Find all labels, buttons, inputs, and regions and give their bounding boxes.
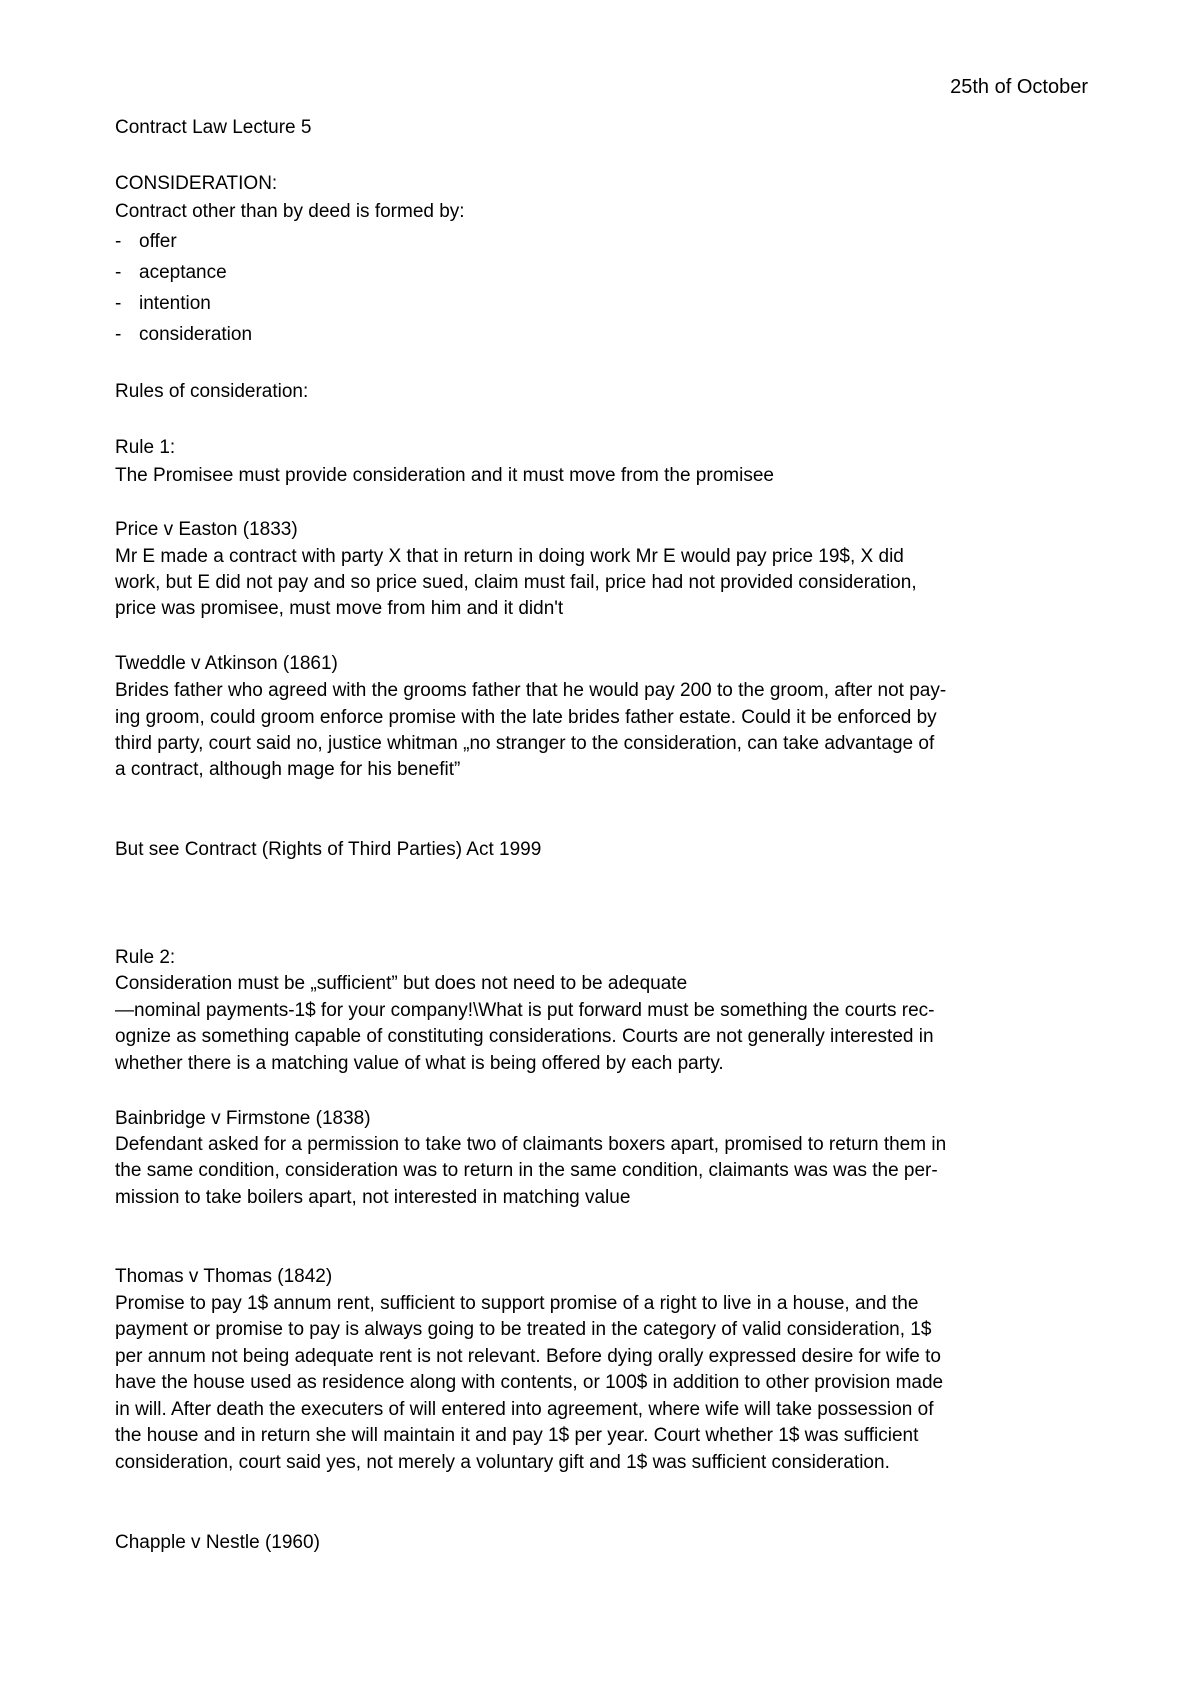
case-text-line: Mr E made a contract with party X that in return in doing work Mr E would pay price 19$, X did — [115, 546, 904, 567]
case-text-line: Brides father who agreed with the grooms father that he would pay 200 to the groom, after not pay- — [115, 680, 947, 701]
case-text-line: payment or promise to pay is always going to be treated in the category of valid consideration, 1$ — [115, 1319, 932, 1340]
list-item-text: intention — [139, 293, 211, 314]
document-title: Contract Law Lecture 5 — [115, 117, 312, 138]
rule2-text-line: Consideration must be „sufficient” but does not need to be adequate — [115, 973, 688, 994]
list-item-text: offer — [139, 231, 177, 252]
case-text-line: per annum not being adequate rent is not relevant. Before dying orally expressed desire for wife to — [115, 1346, 941, 1367]
case-text-line: third party, court said no, justice whitman „no stranger to the consideration, can take advantage of — [115, 733, 935, 754]
rules-heading: Rules of consideration: — [115, 381, 309, 402]
case-text-line: mission to take boilers apart, not interested in matching value — [115, 1187, 631, 1208]
list-item-text: aceptance — [139, 262, 227, 283]
rule2-text-line: ognize as something capable of constituting considerations. Courts are not generally interested in — [115, 1026, 934, 1047]
bullet-dash: - — [115, 231, 122, 252]
case-text-line: in will. After death the executers of will entered into agreement, where wife will take possession of — [115, 1399, 934, 1420]
list-item — [115, 293, 211, 315]
date-header: 25th of October — [950, 76, 1088, 98]
section-heading: CONSIDERATION: — [115, 173, 278, 194]
case-text-line: Promise to pay 1$ annum rent, sufficient to support promise of a right to live in a house, and the — [115, 1293, 919, 1314]
case-title-thomas: Thomas v Thomas (1842) — [115, 1266, 333, 1287]
rule2-text-line: whether there is a matching value of what is being offered by each party. — [115, 1053, 724, 1074]
case-text-line: Defendant asked for a permission to take two of claimants boxers apart, promised to return them in — [115, 1134, 947, 1155]
bullet-dash: - — [115, 293, 122, 314]
case-text-line: the house and in return she will maintain it and pay 1$ per year. Court whether 1$ was sufficient — [115, 1425, 919, 1446]
case-text-line: ing groom, could groom enforce promise with the late brides father estate. Could it be enforced by — [115, 707, 937, 728]
list-item — [115, 262, 227, 284]
case-text-line: consideration, court said yes, not merely a voluntary gift and 1$ was sufficient consideration. — [115, 1452, 890, 1473]
rule1-text: The Promisee must provide consideration and it must move from the promisee — [115, 465, 774, 486]
case-text-line: a contract, although mage for his benefit” — [115, 759, 461, 780]
case-title-tweddle: Tweddle v Atkinson (1861) — [115, 653, 338, 674]
rule2-text-line: —nominal payments-1$ for your company!\What is put forward must be something the courts rec- — [115, 1000, 935, 1021]
but-see-note: But see Contract (Rights of Third Parties) Act 1999 — [115, 839, 542, 860]
list-item-text: consideration — [139, 324, 253, 345]
case-text-line: have the house used as residence along with contents, or 100$ in addition to other provision made — [115, 1372, 944, 1393]
rule1-heading: Rule 1: — [115, 437, 176, 458]
bullet-dash: - — [115, 262, 122, 283]
case-title-chapple: Chapple v Nestle (1960) — [115, 1532, 320, 1553]
case-title-price: Price v Easton (1833) — [115, 519, 298, 540]
case-text-line: the same condition, consideration was to return in the same condition, claimants was was the per- — [115, 1160, 938, 1181]
intro-text: Contract other than by deed is formed by: — [115, 201, 465, 222]
case-text-line: work, but E did not pay and so price sued, claim must fail, price had not provided consideration, — [115, 572, 917, 593]
list-item — [115, 231, 177, 253]
rule2-heading: Rule 2: — [115, 947, 176, 968]
list-item — [115, 324, 252, 346]
case-title-bainbridge: Bainbridge v Firmstone (1838) — [115, 1108, 371, 1129]
bullet-dash: - — [115, 324, 122, 345]
case-text-line: price was promisee, must move from him and it didn't — [115, 598, 564, 619]
